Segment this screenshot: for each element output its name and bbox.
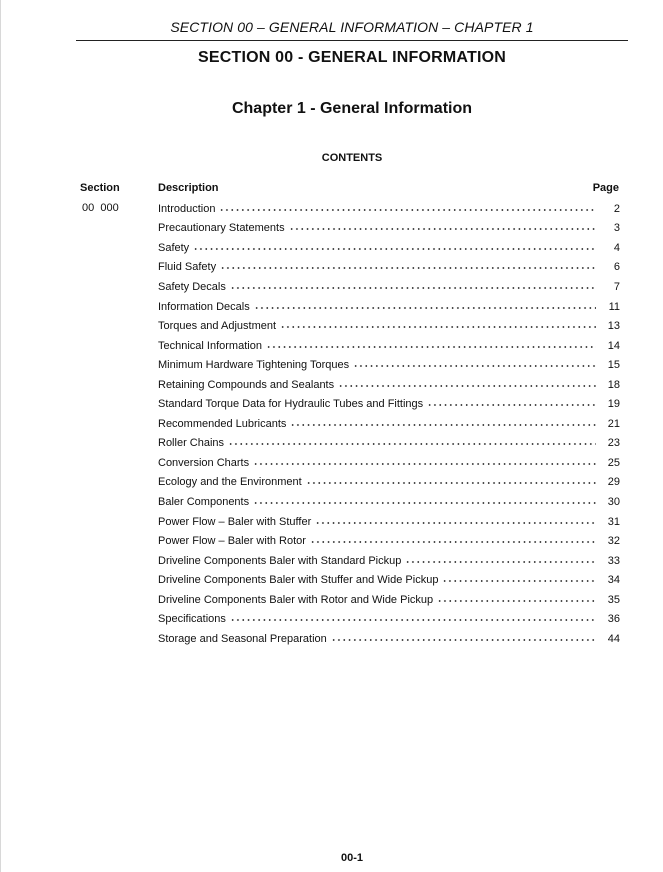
toc-entry-description: Storage and Seasonal Preparation [158,632,327,645]
toc-entry [158,355,620,375]
toc-entry-description: Information Decals [158,300,250,313]
toc-entry-description: Driveline Components Baler with Standard Pickup [158,554,402,567]
dot-leader [289,223,596,235]
toc-entry-page: 11 [608,300,620,313]
contents-list [158,199,620,649]
section-title: SECTION 00 - GENERAL INFORMATION [197,49,507,66]
dot-leader [290,419,596,431]
dot-leader [405,556,596,568]
toc-entry-description: Driveline Components Baler with Stuffer and Wide Pickup [158,574,439,587]
dot-leader [254,302,596,314]
toc-entry-page: 2 [613,202,620,215]
toc-entry [158,453,620,473]
section-column-header: Section [80,182,120,194]
page-column-header: Page [592,182,619,194]
toc-entry [158,590,620,610]
toc-entry-page: 44 [607,632,620,645]
toc-entry-page: 19 [607,398,620,411]
toc-entry [158,199,620,219]
chapter-title: Chapter 1 - General Information [231,100,473,117]
toc-entry [158,316,620,336]
dot-leader [220,262,596,274]
toc-entry-description: Minimum Hardware Tightening Torques [158,359,350,372]
dot-leader [280,321,596,333]
toc-entry [158,375,620,395]
dot-leader [306,477,596,489]
toc-entry-page: 14 [607,339,620,352]
toc-entry [158,629,620,649]
toc-entry-description: Safety Decals [158,280,226,293]
dot-leader [266,341,596,353]
toc-entry-page: 35 [607,593,620,606]
dot-leader [442,575,596,587]
toc-entry-description: Power Flow – Baler with Rotor [158,535,306,548]
dot-leader [193,243,596,255]
toc-entry-description: Specifications [158,613,226,626]
dot-leader [353,360,596,372]
toc-entry-page: 13 [607,320,620,333]
dot-leader [427,399,596,411]
description-column-header: Description [158,182,219,194]
toc-entry [158,336,620,356]
dot-leader [253,497,596,509]
toc-entry [158,277,620,297]
toc-entry-description: Retaining Compounds and Sealants [158,378,335,391]
toc-entry [158,394,620,414]
toc-entry-description: Roller Chains [158,437,225,450]
dot-leader [331,634,596,646]
running-header: SECTION 00 – GENERAL INFORMATION – CHAPTER 1 [170,19,534,35]
toc-entry-description: Introduction [158,202,216,215]
toc-entry-description: Power Flow – Baler with Stuffer [158,515,312,528]
toc-entry-page: 6 [613,261,620,274]
dot-leader [315,517,596,529]
toc-entry-description: Safety [158,241,190,254]
toc-entry-page: 18 [607,378,620,391]
toc-entry-page: 4 [613,241,620,254]
toc-entry [158,219,620,239]
toc-entry [158,238,620,258]
toc-entry-description: Torques and Adjustment [158,320,277,333]
toc-entry-description: Ecology and the Environment [158,476,302,489]
toc-entry-page: 3 [613,222,620,235]
toc-entry [158,551,620,571]
dot-leader [230,282,596,294]
dot-leader [437,595,596,607]
dot-leader [230,614,596,626]
toc-entry-description: Fluid Safety [158,261,217,274]
toc-entry [158,473,620,493]
toc-entry-page: 15 [607,359,620,372]
toc-entry-description: Conversion Charts [158,456,250,469]
toc-entry-description: Driveline Components Baler with Rotor and Wide Pickup [158,593,434,606]
toc-entry [158,297,620,317]
toc-entry-page: 25 [607,456,620,469]
toc-entry-page: 21 [607,417,620,430]
toc-entry [158,570,620,590]
toc-entry-description: Technical Information [158,339,262,352]
toc-entry [158,492,620,512]
toc-entry-page: 36 [607,613,620,626]
page-number: 00-1 [340,852,364,864]
toc-entry [158,434,620,454]
toc-entry [158,609,620,629]
toc-entry-page: 34 [607,574,620,587]
toc-entry-page: 30 [607,495,620,508]
dot-leader [338,380,596,392]
section-code: 00 000 [82,202,119,214]
toc-entry-page: 23 [607,437,620,450]
toc-entry-description: Precautionary Statements [158,222,285,235]
dot-leader [219,204,596,216]
toc-entry [158,414,620,434]
dot-leader [310,536,596,548]
toc-entry [158,531,620,551]
toc-entry-page: 32 [607,535,620,548]
toc-entry-description: Standard Torque Data for Hydraulic Tubes and Fittings [158,398,424,411]
toc-entry [158,258,620,278]
toc-entry-description: Baler Components [158,495,250,508]
dot-leader [228,438,596,450]
toc-entry-page: 7 [613,280,620,293]
toc-entry-description: Recommended Lubricants [158,417,287,430]
header-rule [76,40,628,41]
toc-entry-page: 29 [607,476,620,489]
toc-entry-page: 33 [607,554,620,567]
dot-leader [253,458,596,470]
toc-entry-page: 31 [607,515,620,528]
toc-entry [158,512,620,532]
contents-heading: CONTENTS [321,152,383,164]
page-edge [0,0,1,872]
